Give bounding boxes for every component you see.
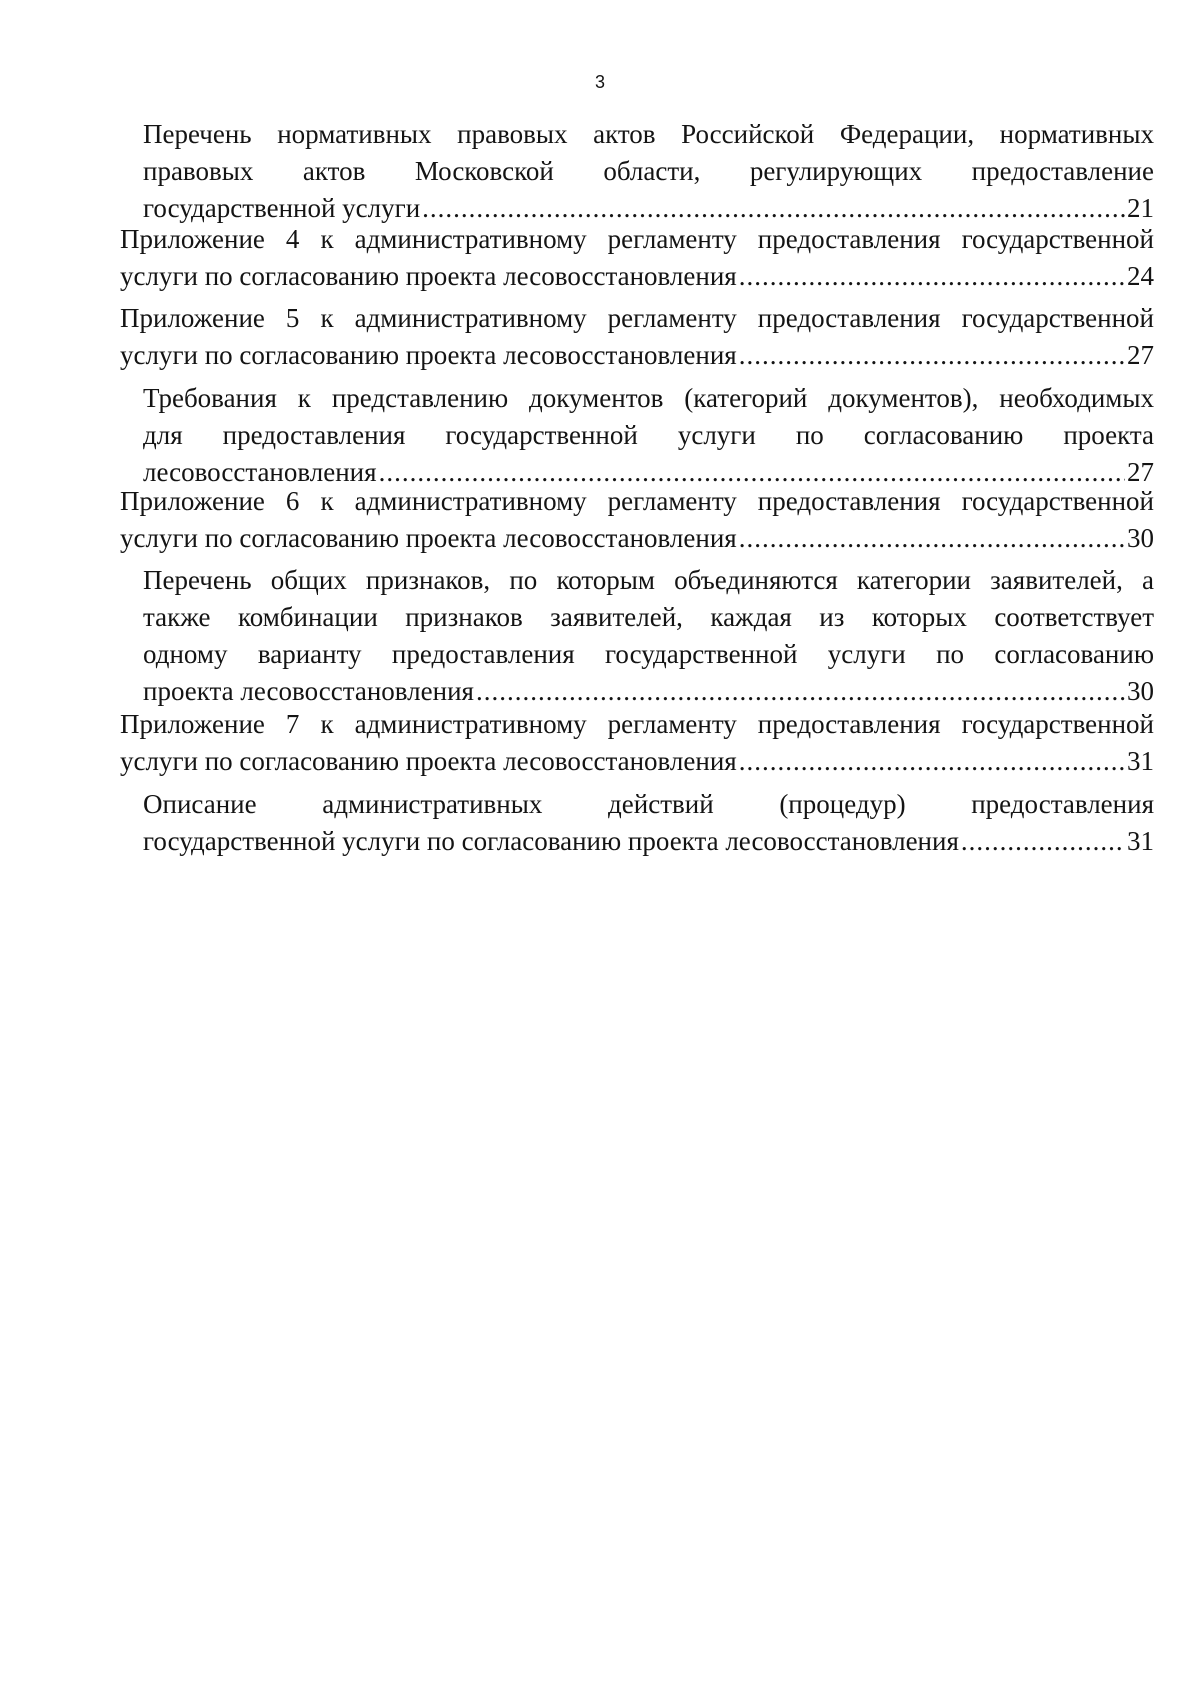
dot-leader [739,743,1125,780]
dot-leader [961,823,1125,860]
toc-entry-text: услуги по согласованию проекта лесовосстановления [120,340,737,370]
toc-entry-text: услуги по согласованию проекта лесовосстановления [120,746,737,776]
toc-page-number: 24 [1127,261,1154,291]
toc-entry-last-line [143,673,1154,710]
dot-leader [476,673,1125,710]
toc-entry [143,116,1154,227]
toc-entry [143,786,1154,860]
toc-entry-line: Приложение 5 к административному регламенту предоставления государственной [120,303,1154,333]
toc-entry [143,562,1154,710]
toc-entry-line: правовых актов Московской области, регулирующих предоставление [143,156,1154,186]
dot-leader [739,520,1125,557]
toc-entry [120,706,1154,780]
toc-entry-line: Приложение 6 к административному регламенту предоставления государственной [120,486,1154,516]
toc-entry-text: проекта лесовосстановления [143,676,474,706]
toc-page-number: 31 [1127,826,1154,856]
toc-entry [143,380,1154,491]
toc-entry-line: также комбинации признаков заявителей, каждая из которых соответствует [143,602,1154,632]
toc-entry-line: Приложение 4 к административному регламенту предоставления государственной [120,224,1154,254]
toc-entry-last-line [143,823,1154,860]
toc-entry-last-line [120,337,1154,374]
toc-page-number: 27 [1127,340,1154,370]
toc-entry [120,221,1154,295]
toc-entry-text: государственной услуги [143,193,421,223]
toc-page-number: 30 [1127,676,1154,706]
toc-entry-text: услуги по согласованию проекта лесовосстановления [120,523,737,553]
toc-entry-line: Описание административных действий (процедур) предоставления [143,789,1154,819]
toc-entry [120,300,1154,374]
toc-entry-line: Перечень нормативных правовых актов Российской Федерации, нормативных [143,119,1154,149]
toc-entry-text: лесовосстановления [143,457,377,487]
dot-leader [739,337,1125,374]
toc-entry-line: Перечень общих признаков, по которым объединяются категории заявителей, а [143,565,1154,595]
page-number: 3 [594,72,605,92]
toc-entry-text: услуги по согласованию проекта лесовосстановления [120,261,737,291]
toc-entry-line: Приложение 7 к административному регламенту предоставления государственной [120,709,1154,739]
toc-entry [120,483,1154,557]
toc-entry-line: одному варианту предоставления государственной услуги по согласованию [143,639,1154,669]
toc-entry-line: для предоставления государственной услуги по согласованию проекта [143,420,1154,450]
toc-entry-last-line [120,520,1154,557]
toc-entry-last-line [120,743,1154,780]
toc-page-number: 27 [1127,457,1154,487]
toc-entry-last-line [120,258,1154,295]
toc-page-number: 31 [1127,746,1154,776]
toc-entry-text: государственной услуги по согласованию проекта лесовосстановления [143,826,959,856]
toc-entry-line: Требования к представлению документов (категорий документов), необходимых [143,383,1154,413]
dot-leader [739,258,1125,295]
toc-page-number: 30 [1127,523,1154,553]
toc-page-number: 21 [1127,193,1154,223]
